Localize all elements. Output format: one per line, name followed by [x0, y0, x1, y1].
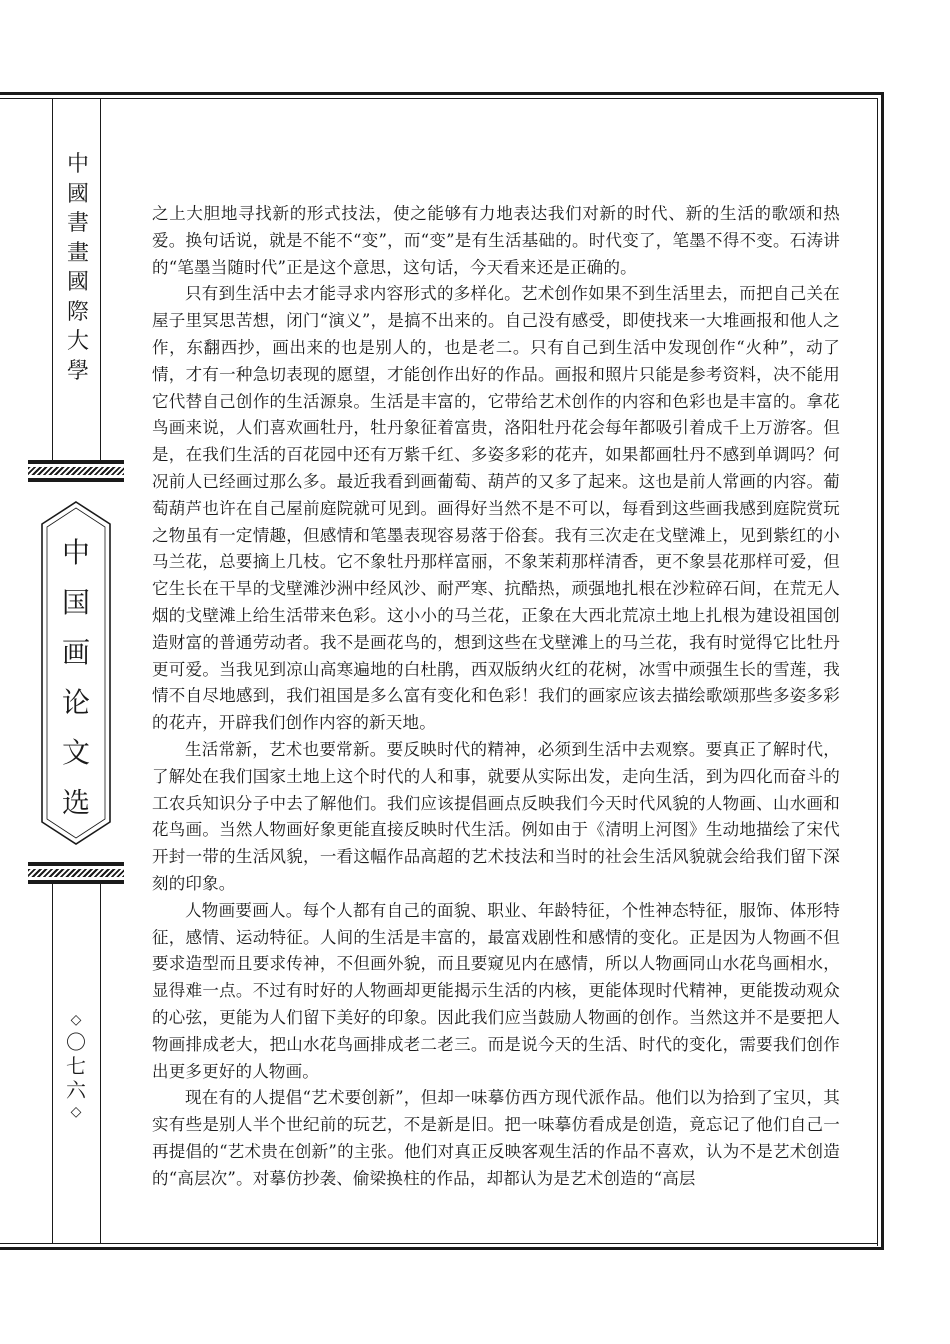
book-title-char: 选 [61, 786, 90, 819]
diamond-icon: ◇ [70, 1012, 82, 1028]
page-number-char: 七 [66, 1054, 86, 1078]
paragraph: 现在有的人提倡“艺术要创新”，但却一味摹仿西方现代派作品。他们以为拾到了宝贝，其实有些是别人半个世纪前的玩艺，不是新是旧。把一味摹仿看成是创造，竟忘记了他们自己一再提倡的“艺术贵在创新”的主张。他们对真正反映客观生活的作品不喜欢，认为不是艺术创造的“高层次”。对摹仿抄袭、偷梁换柱的作品，却都认为是艺术创造的“高层 [152, 1088, 840, 1188]
sidebar-rule-left-lower [52, 884, 53, 1244]
page-frame-bottom [0, 1247, 884, 1250]
decorative-band-bottom [28, 862, 124, 884]
page-number-digits [56, 1030, 96, 1102]
page-frame-right-inner [877, 98, 878, 1246]
book-title-char: 画 [61, 636, 90, 669]
university-char: 中 [66, 152, 89, 177]
sidebar-rule-left-upper [52, 98, 53, 460]
page-frame-top-inner [0, 98, 878, 99]
page-frame-right [881, 92, 884, 1250]
university-char: 大 [66, 329, 89, 354]
university-char: 際 [66, 299, 89, 325]
paragraph: 之上大胆地寻找新的形式技法，使之能够有力地表达我们对新的时代、新的生活的歌颂和热爱。换句话说，就是不能不“变”，而“变”是有生活基础的。时代变了，笔墨不得不变。石涛讲的“笔墨当随时代”正是这个意思，这句话，今天看来还是正确的。 [152, 204, 840, 277]
university-char: 書 [66, 211, 89, 236]
decorative-band-top [28, 460, 124, 482]
university-char: 國 [66, 181, 89, 207]
page-frame-bottom-inner [0, 1243, 878, 1244]
sidebar-rule-right-lower [100, 884, 101, 1244]
book-title-char: 中 [61, 536, 90, 569]
page-number [56, 1010, 96, 1122]
university-char: 學 [66, 358, 89, 384]
university-name [60, 150, 96, 386]
book-title-char: 国 [61, 586, 90, 619]
sidebar-rule-right-upper [100, 98, 101, 460]
book-title-char: 论 [61, 686, 90, 719]
paragraph: 人物画要画人。每个人都有自己的面貌、职业、年龄特征，个性神态特征，服饰、体形特征，感情、运动特征。人间的生活是丰富的，最富戏剧性和感情的变化。正是因为人物画不但要求造型而且要求传神，不但画外貌，而且要窥见内在感情，所以人物画同山水花鸟画相水，显得难一点。不过有时好的人物画却更能揭示生活的内核，更能体现时代精神，更能拨动观众的心弦，更能为人们留下美好的印象。因此我们应当鼓励人物画的创作。当然这并不是要把人物画排成老大，把山水花鸟画排成老二老三。而是说今天的生活、时代的变化，需要我们创作出更多更好的人物画。 [152, 900, 840, 1081]
university-char: 國 [66, 270, 89, 295]
diamond-icon: ◇ [70, 1104, 82, 1120]
paragraph: 生活常新，艺术也要常新。要反映时代的精神，必须到生活中去观察。要真正了解时代，了解处在我们国家土地上这个时代的人和事，就要从实际出发，走向生活，到为四化而奋斗的工农兵知识分子中去了解他们。我们应该提倡画点反映我们今天时代风貌的人物画、山水画和花鸟画。当然人物画好象更能直接反映时代生活。例如由于《清明上河图》生动地描绘了宋代开封一带的生活风貌，一看这幅作品高超的艺术技法和当时的社会生活风貌就会给我们留下深刻的印象。 [152, 739, 840, 893]
university-char: 畫 [66, 240, 89, 266]
page-frame-top [0, 92, 884, 95]
page-number-char: 〇 [66, 1030, 86, 1054]
paragraph: 只有到生活中去才能寻求内容形式的多样化。艺术创作如果不到生活里去，而把自己关在屋子里冥思苦想，闭门“演义”，是搞不出来的。自己没有感受，即使找来一大堆画报和他人之作，东翻西抄，画出来的也是别人的，也是老二。只有自己到生活中发现创作“火种”，动了情，才有一种急切表现的愿望，才能创作出好的作品。画报和照片只能是参考资料，决不能用它代替自己创作的生活源泉。生活是丰富的，它带给艺术创作的内容和色彩也是丰富的。拿花鸟画来说，人们喜欢画牡丹，牡丹象征着富贵，洛阳牡丹花会每年都吸引着成千上万游客。但是，在我们生活的百花园中还有万紫千红、多姿多彩的花卉，如果都画牡丹不感到单调吗？何况前人已经画过那么多。最近我看到画葡萄、葫芦的又多了起来。这也是前人常画的内容。葡萄葫芦也许在自己屋前庭院就可见到。画得好当然不是不可以，每看到这些画我感到庭院赏玩之物虽有一定情趣，但感情和笔墨表现容易落于俗套。我有三次走在戈壁滩上，见到紫红的小马兰花，总要摘上几枝。它不象牡丹那样富丽，不象茉莉那样清香，更不象昙花那样可爱，但它生长在干旱的戈壁滩沙洲中经风沙、耐严寒、抗酷热，顽强地扎根在沙粒碎石间，在荒无人烟的戈壁滩上给生活带来色彩。这小小的马兰花，正象在大西北荒凉土地上扎根为建设祖国创造财富的普通劳动者。我不是画花鸟的，想到这些在戈壁滩上的马兰花，我有时觉得它比牡丹更可爱。当我见到凉山高寒遍地的白杜鹃，西双版纳火红的花树，冰雪中顽强生长的雪莲，我情不自尽地感到，我们祖国是多么富有变化和色彩！我们的画家应该去描绘歌颂那些多姿多彩的花卉，开辟我们创作内容的新天地。 [152, 284, 840, 733]
page-number-char: 六 [66, 1078, 86, 1102]
book-title [36, 528, 116, 828]
book-title-char: 文 [61, 736, 90, 769]
book-title-box [36, 498, 116, 848]
body-text [152, 201, 840, 1192]
